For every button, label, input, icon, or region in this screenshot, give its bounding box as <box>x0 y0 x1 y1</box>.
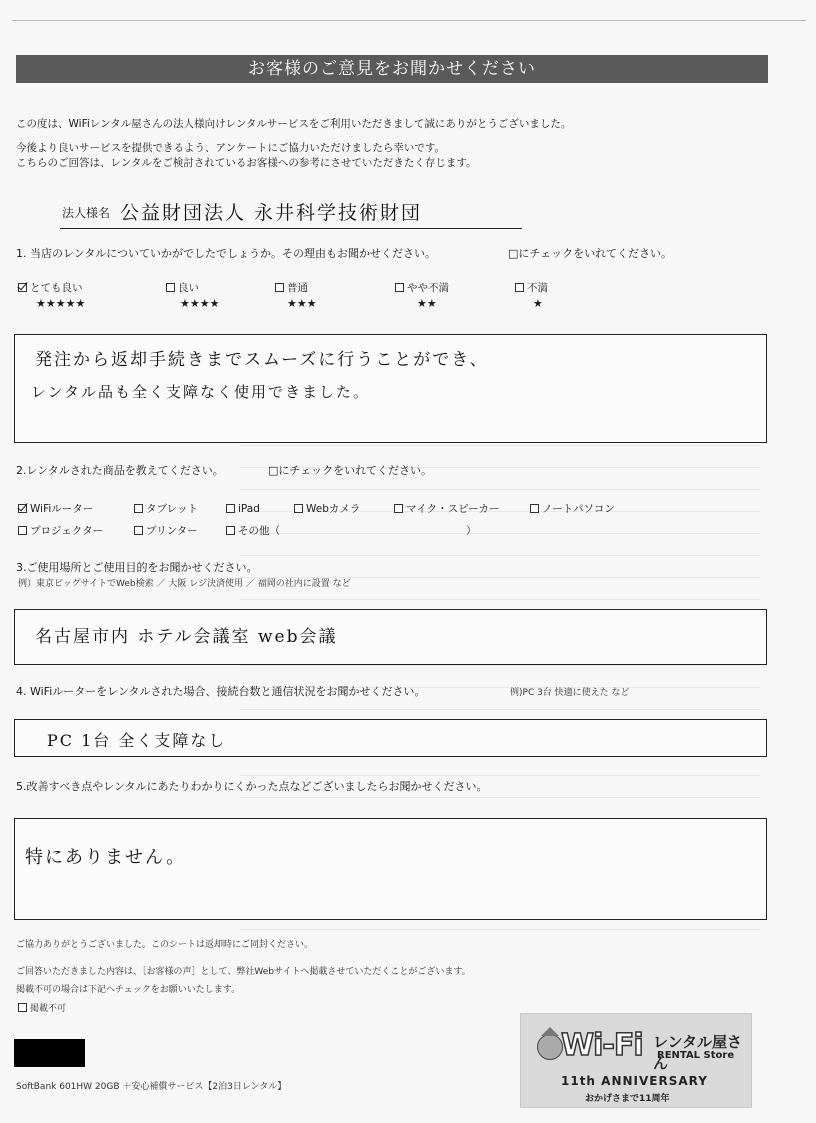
q2-item-laptop[interactable] <box>530 503 615 517</box>
option-label: やや不満 <box>407 282 449 294</box>
q3-example: 例）東京ビッグサイトでWeb検索 ／ 大阪 レジ決済使用 ／ 福岡の社内に設置 など <box>18 579 351 589</box>
q2-item-mic-speaker[interactable] <box>394 503 499 517</box>
q2-item-webcam[interactable] <box>294 503 360 517</box>
q2-item-other[interactable] <box>226 525 280 539</box>
q1-answer-box[interactable] <box>14 334 767 443</box>
optout-label: 掲載不可 <box>30 1004 67 1014</box>
checkbox-icon[interactable] <box>530 504 539 513</box>
checkbox-icon[interactable] <box>395 283 404 292</box>
option-label: 良い <box>178 282 199 294</box>
intro-line-2: 今後より良いサービスを提供できるよう、アンケートにご協力いただけましたら幸いです。 <box>16 142 446 154</box>
top-rule <box>12 20 806 21</box>
item-label: ノートパソコン <box>542 503 615 515</box>
q5-answer: 特にありません。 <box>25 847 187 868</box>
product-line: SoftBank 601HW 20GB ＋安心補償サービス【2泊3日レンタル】 <box>16 1082 287 1092</box>
q3-answer: 名古屋市内 ホテル会議室 web会議 <box>35 627 338 647</box>
stars-5: ★★★★★ <box>36 297 86 310</box>
item-label: プリンター <box>146 525 198 537</box>
survey-title: お客様のご意見をお聞かせください <box>16 55 768 83</box>
option-label: 不満 <box>527 282 548 294</box>
company-label: 法人様名 <box>62 206 111 220</box>
q1-option-somewhat-dissatisfied[interactable] <box>395 282 449 296</box>
checkbox-icon[interactable] <box>394 504 403 513</box>
item-label: WiFiルーター <box>30 503 94 515</box>
item-label: プロジェクター <box>30 525 104 537</box>
q2-question: 2.レンタルされた商品を教えてください。 <box>16 464 224 477</box>
checkbox-icon[interactable] <box>166 283 175 292</box>
stars-1: ★ <box>533 297 543 310</box>
item-label: マイク・スピーカー <box>406 503 500 515</box>
q4-example: 例)PC 3台 快適に使えた など <box>510 688 630 698</box>
redaction-block <box>14 1039 85 1067</box>
q4-answer-box[interactable] <box>14 719 767 757</box>
checkbox-icon[interactable] <box>226 504 235 513</box>
intro-line-3: こちらのご回答は、レンタルをご検討されているお客様への参考にさせていただきたく存じます。 <box>16 157 477 169</box>
q1-option-normal[interactable] <box>275 282 308 296</box>
checkbox-icon[interactable] <box>18 1003 27 1012</box>
mascot-crown-icon <box>537 1034 563 1060</box>
stars-3: ★★★ <box>287 297 317 310</box>
q5-question: 5.改善すべき点やレンタルにあたりわかりにくかった点などございましたらお聞かせください。 <box>16 780 488 793</box>
q2-other-close-paren: ） <box>466 525 477 537</box>
option-label: とても良い <box>30 282 83 294</box>
footer-publish-notice: ご回答いただきました内容は、［お客様の声］として、弊社Webサイトへ掲載させていただくことがございます。 <box>16 967 471 977</box>
footer-thanks: ご協力ありがとうございました。このシートは返却時にご同封ください。 <box>16 940 314 950</box>
q2-item-tablet[interactable] <box>134 503 198 517</box>
intro-line-1: この度は、WiFiレンタル屋さんの法人様向けレンタルサービスをご利用いただきまして誠にありがとうございました。 <box>16 118 572 130</box>
q1-option-good[interactable] <box>166 282 199 296</box>
stars-2: ★★ <box>417 297 437 310</box>
q1-option-dissatisfied[interactable] <box>515 282 548 296</box>
q1-answer-line-1: 発注から返却手続きまでスムーズに行うことができ、 <box>35 350 489 370</box>
q1-question: 1. 当店のレンタルについていかがでしたでしょうか。その理由もお聞かせください。 <box>16 247 437 260</box>
q2-item-projector[interactable] <box>18 525 103 539</box>
logo-wifi-text: Wi-Fi <box>561 1028 643 1063</box>
q1-hint: □にチェックをいれてください。 <box>508 247 673 260</box>
item-label: その他（ <box>238 525 280 537</box>
checkbox-icon[interactable] <box>18 526 27 535</box>
optout-checkbox[interactable] <box>18 1003 66 1016</box>
logo-thanks-text: おかげさまで11周年 <box>585 1094 670 1104</box>
q2-item-wifi-router[interactable] <box>18 503 93 517</box>
checkbox-icon[interactable] <box>134 504 143 513</box>
q3-question: 3.ご使用場所とご使用目的をお聞かせください。 <box>16 561 258 574</box>
checkbox-icon[interactable] <box>294 504 303 513</box>
q4-answer: PC 1台 全く支障なし <box>47 731 227 750</box>
checkbox-icon[interactable] <box>18 504 27 513</box>
wifi-rental-store-logo <box>520 1013 752 1108</box>
stars-4: ★★★★ <box>180 297 220 310</box>
footer-optout-instruction: 掲載不可の場合は下記ヘチェックをお願いいたします。 <box>16 985 241 995</box>
q4-question: 4. WiFiルーターをレンタルされた場合、接続台数と通信状況をお聞かせください。 <box>16 685 426 698</box>
item-label: Webカメラ <box>306 503 361 515</box>
company-name-handwritten: 公益財団法人 永井科学技術財団 <box>120 202 423 224</box>
logo-store-text: RENTAL Store <box>657 1050 735 1061</box>
company-underline <box>60 228 522 229</box>
q5-answer-box[interactable] <box>14 818 767 920</box>
q3-answer-box[interactable] <box>14 609 767 665</box>
q1-option-very-good[interactable] <box>18 282 83 296</box>
checkbox-icon[interactable] <box>275 283 284 292</box>
item-label: iPad <box>238 503 260 515</box>
logo-rental-text: レンタル屋さん <box>653 1033 743 1072</box>
q2-item-printer[interactable] <box>134 525 198 539</box>
option-label: 普通 <box>287 282 308 294</box>
checkbox-icon[interactable] <box>515 283 524 292</box>
q2-hint: □にチェックをいれてください。 <box>268 464 433 477</box>
checkbox-icon[interactable] <box>18 283 27 292</box>
checkbox-icon[interactable] <box>134 526 143 535</box>
checkbox-icon[interactable] <box>226 526 235 535</box>
q1-answer-line-2: レンタル品も全く支障なく使用できました。 <box>31 383 371 401</box>
q2-item-ipad[interactable] <box>226 503 260 517</box>
item-label: タブレット <box>146 503 198 515</box>
logo-anniversary-text: 11th ANNIVERSARY <box>561 1074 708 1088</box>
